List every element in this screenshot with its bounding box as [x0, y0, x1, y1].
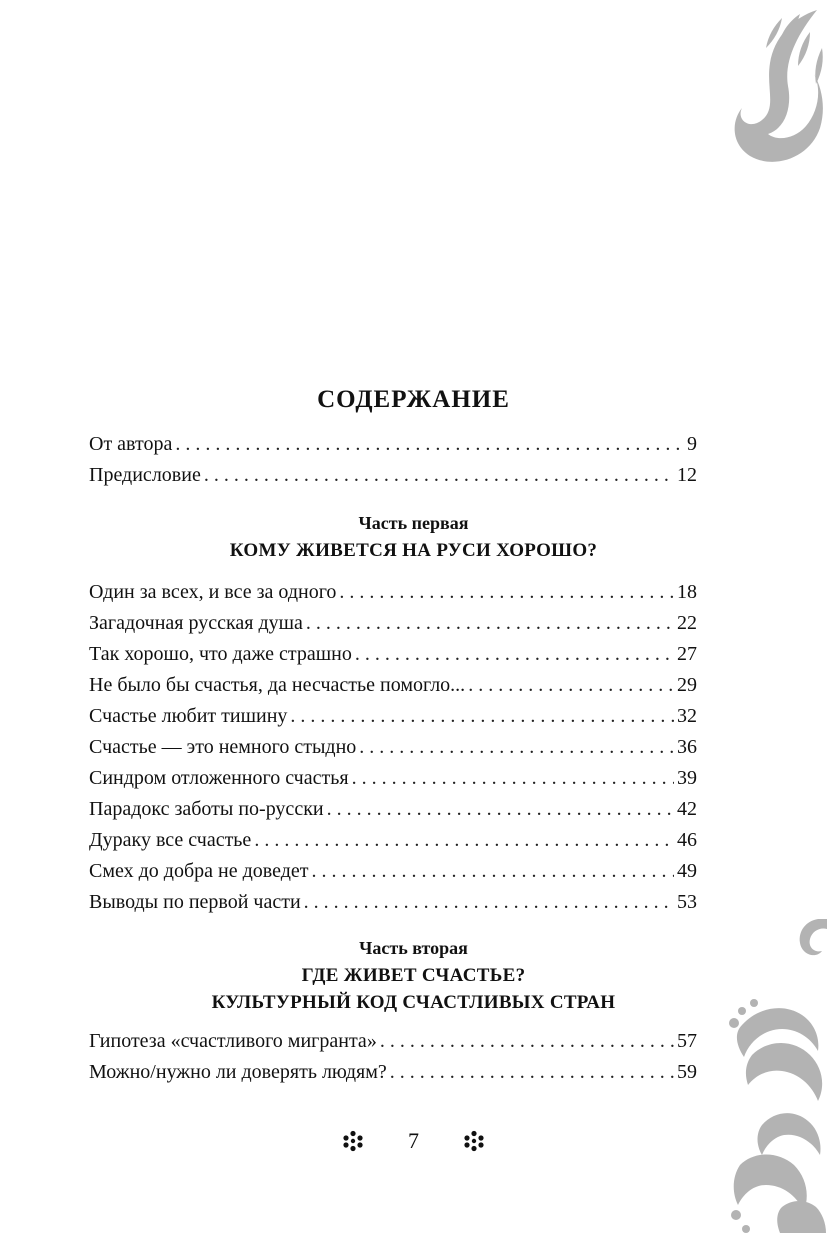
dot-leader	[380, 1026, 674, 1057]
toc-entry-page: 32	[677, 705, 697, 727]
toc-entry-label: Счастье — это немного стыдно	[89, 736, 357, 758]
dot-leader	[175, 429, 684, 460]
toc-entry-label: Гипотеза «счастливого мигранта»	[89, 1030, 377, 1052]
toc-entry-label: Счастье любит тишину	[89, 705, 288, 727]
toc-entry	[89, 732, 697, 763]
toc-entry-page: 29	[677, 674, 697, 696]
toc-entry-page: 53	[677, 891, 697, 913]
toc-entry-page: 12	[677, 464, 697, 486]
toc-entry	[89, 429, 697, 460]
toc-entry-label: Так хорошо, что даже страшно	[89, 643, 352, 665]
toc-entry	[89, 887, 697, 918]
toc-entry	[89, 856, 697, 887]
toc-part2-list	[89, 1026, 697, 1088]
toc-entry-page: 49	[677, 860, 697, 882]
toc-entry-label: От автора	[89, 433, 173, 455]
toc-entry	[89, 1026, 697, 1057]
part-title: КОМУ ЖИВЕТСЯ НА РУСИ ХОРОШО?	[229, 540, 598, 561]
toc-entry-label: Синдром отложенного счастья	[89, 767, 349, 789]
toc-entry-label: Дураку все счастье	[89, 829, 252, 851]
part-label: Часть вторая	[359, 938, 468, 958]
dot-leader	[327, 794, 674, 825]
dot-leader	[468, 670, 674, 701]
toc-entry	[89, 1057, 697, 1088]
toc-entry	[89, 670, 697, 701]
dot-cluster-icon	[463, 1130, 485, 1152]
toc-entry	[89, 577, 697, 608]
toc-entry-page: 18	[677, 581, 697, 603]
toc-entry-page: 36	[677, 736, 697, 758]
dot-leader	[304, 887, 674, 918]
toc-entry-page: 39	[677, 767, 697, 789]
part-title: ГДЕ ЖИВЕТ СЧАСТЬЕ?	[301, 965, 526, 986]
toc-entry-label: Выводы по первой части	[89, 891, 301, 913]
toc-entry	[89, 701, 697, 732]
toc-entry-page: 22	[677, 612, 697, 634]
toc-entry-label: Можно/нужно ли доверять людям?	[89, 1061, 387, 1083]
part-heading	[0, 510, 827, 564]
dot-leader	[290, 701, 674, 732]
toc-title: СОДЕРЖАНИЕ	[317, 386, 510, 413]
toc-part1-list	[89, 577, 697, 918]
page-footer	[0, 1128, 827, 1154]
toc-entry-label: Не было бы счастья, да несчастье помогло...	[89, 674, 466, 696]
dot-leader	[204, 460, 674, 491]
toc-entry-label: Один за всех, и все за одного	[89, 581, 337, 603]
toc-entry	[89, 825, 697, 856]
dot-leader	[339, 577, 674, 608]
toc-entry-page: 9	[687, 433, 697, 455]
dot-leader	[352, 763, 674, 794]
dot-leader	[306, 608, 674, 639]
toc-entry-page: 27	[677, 643, 697, 665]
toc-entry	[89, 460, 697, 491]
part-label: Часть первая	[358, 513, 469, 533]
toc-entry	[89, 639, 697, 670]
toc-entry-label: Парадокс заботы по-русски	[89, 798, 324, 820]
part-heading	[0, 935, 827, 1016]
toc-entry	[89, 763, 697, 794]
part-title: КУЛЬТУРНЫЙ КОД СЧАСТЛИВЫХ СТРАН	[211, 992, 616, 1013]
toc-entry-page: 59	[677, 1061, 697, 1083]
toc-entry-label: Предисловие	[89, 464, 201, 486]
floral-ornament-icon	[722, 8, 827, 168]
toc-entry-page: 42	[677, 798, 697, 820]
toc-entry	[89, 608, 697, 639]
toc-entry-label: Смех до добра не доведет	[89, 860, 309, 882]
toc-entry-label: Загадочная русская душа	[89, 612, 303, 634]
page-number: 7	[408, 1128, 419, 1153]
toc-entry-page: 57	[677, 1030, 697, 1052]
dot-leader	[359, 732, 674, 763]
toc-entry	[89, 794, 697, 825]
dot-leader	[254, 825, 674, 856]
dot-leader	[312, 856, 674, 887]
toc-entry-page: 46	[677, 829, 697, 851]
toc-front-list	[89, 429, 697, 491]
dot-cluster-icon	[342, 1130, 364, 1152]
dot-leader	[390, 1057, 674, 1088]
dot-leader	[355, 639, 674, 670]
